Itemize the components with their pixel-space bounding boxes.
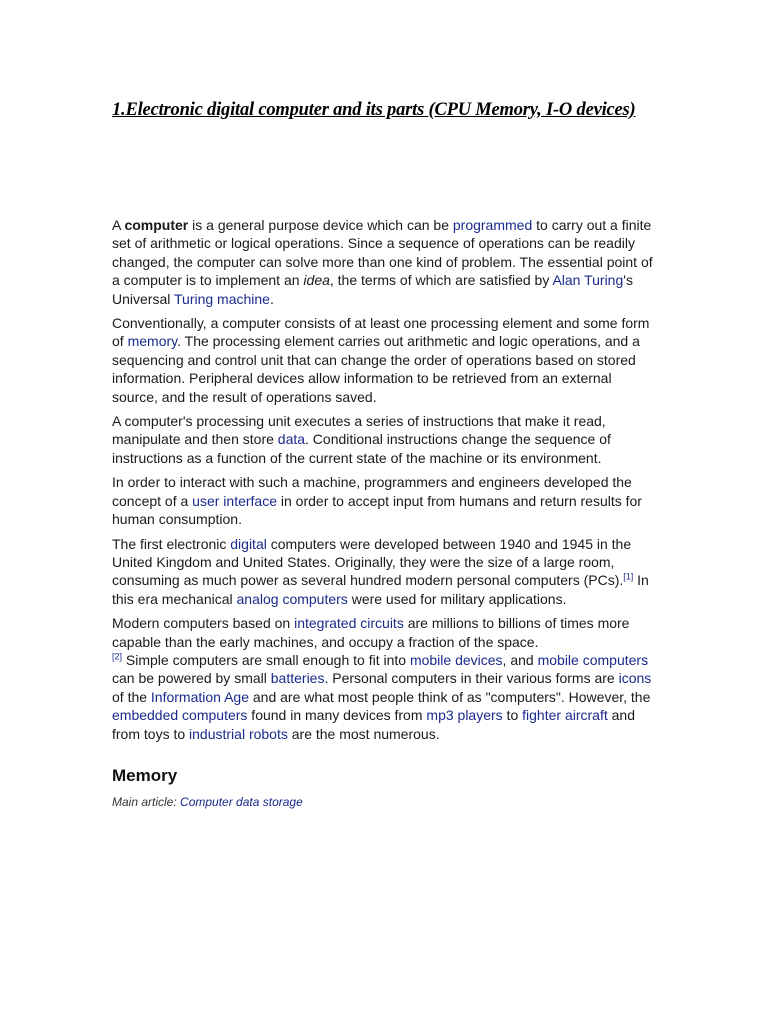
link-mp3-players[interactable]: mp3 players bbox=[426, 707, 503, 724]
paragraph-interface: In order to interact with such a machine, programmers and engineers developed the concept of a user interface in order to accept input from humans and return results for human consumption. bbox=[112, 474, 642, 528]
link-integrated-circuits[interactable]: integrated circuits bbox=[294, 615, 404, 632]
term-computer: computer bbox=[124, 217, 189, 233]
link-programmed[interactable]: programmed bbox=[452, 217, 533, 233]
link-data[interactable]: data bbox=[277, 431, 306, 448]
paragraph-processing: A computer's processing unit executes a series of instructions that make it read, manipulate and then store data. Conditional instructions change the sequence of instructions as a function of the current state of the machine or its environment. bbox=[112, 413, 611, 466]
main-article-note: Main article: Computer data storage bbox=[112, 795, 303, 810]
link-computer-data-storage[interactable]: Computer data storage bbox=[180, 795, 303, 810]
paragraph-components: Conventionally, a computer consists of at least one processing element and some form of memory. The processing element carries out arithmetic and logic operations, and a sequencing and control unit that can change the order of operations based on stored information. Peripheral devices allow information to be retrieved from an external source, and the result of operations saved. bbox=[112, 315, 650, 405]
reference-2[interactable]: [2] bbox=[112, 651, 123, 662]
link-mobile-computers[interactable]: mobile computers bbox=[537, 651, 649, 668]
link-icons[interactable]: icons bbox=[618, 670, 652, 687]
link-batteries[interactable]: batteries bbox=[270, 670, 325, 687]
link-information-age[interactable]: Information Age bbox=[150, 688, 249, 705]
document-page bbox=[112, 98, 660, 818]
link-industrial-robots[interactable]: industrial robots bbox=[189, 725, 288, 742]
document-title: 1.Electronic digital computer and its parts (CPU Memory, I-O devices) bbox=[112, 100, 636, 120]
link-mobile-devices[interactable]: mobile devices bbox=[409, 651, 503, 668]
paragraph-intro: A computer is a general purpose device which can be programmed to carry out a finite set of arithmetic or logical operations. Since a sequence of operations can be readily changed, the computer can solve more than one kind of problem. The essential point of a computer is to implement an idea, the terms of which are satisfied by Alan Turing's Universal Turing machine. bbox=[112, 217, 653, 307]
reference-1[interactable]: [1] bbox=[623, 571, 634, 582]
article-body bbox=[112, 216, 660, 812]
link-alan-turing[interactable]: Alan Turing bbox=[552, 272, 624, 289]
link-embedded-computers[interactable]: embedded computers bbox=[112, 707, 248, 724]
link-digital[interactable]: digital bbox=[230, 535, 267, 552]
paragraph-modern: Modern computers based on integrated circuits are millions to billions of times more capable than the early machines, and occupy a fraction of the space. [2] Simple computers are small enough to fit into mobile devices, and mobile computers can be powered by small batteries. Personal computers in their various forms are icons of the Information Age and are what most people think of as "computers". However, the embedded computers found in many devices from mp3 players to fighter aircraft and from toys to industrial robots are the most numerous. bbox=[112, 615, 652, 742]
link-turing-machine[interactable]: Turing machine bbox=[174, 290, 270, 307]
section-heading-memory: Memory bbox=[112, 765, 178, 785]
link-fighter-aircraft[interactable]: fighter aircraft bbox=[522, 707, 608, 724]
paragraph-history: The first electronic digital computers were developed between 1940 and 1945 in the United Kingdom and United States. Originally, they were the size of a large room, consuming as much power as several hundred modern personal computers (PCs).[1] In this era mechanical analog computers were used for military applications. bbox=[112, 535, 649, 607]
link-memory[interactable]: memory bbox=[127, 333, 178, 350]
link-analog-computers[interactable]: analog computers bbox=[236, 590, 348, 607]
link-user-interface[interactable]: user interface bbox=[192, 492, 277, 509]
term-idea: idea bbox=[303, 272, 330, 289]
